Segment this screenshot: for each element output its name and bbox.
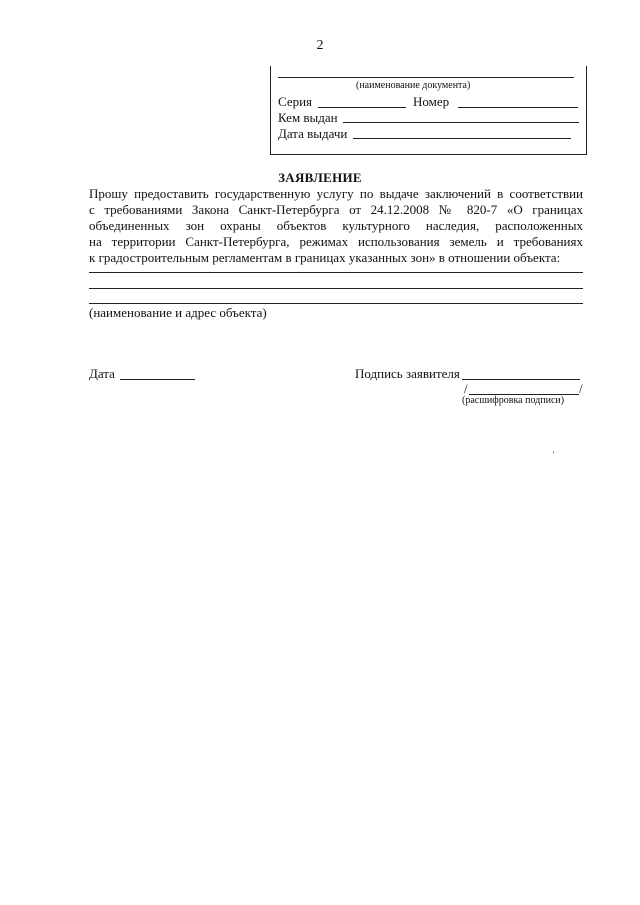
statement-line: объединенных зон охраны объектов культурного наследия, расположенных — [89, 218, 583, 233]
series-label: Серия — [278, 94, 313, 109]
document-name-line — [278, 77, 574, 78]
issue-date-label: Дата выдачи — [278, 126, 348, 141]
signature-label: Подпись заявителя — [355, 366, 460, 381]
object-field-line-3[interactable] — [89, 303, 583, 304]
decode-slash-left: / — [464, 381, 468, 396]
statement-line: с требованиями Закона Санкт-Петербурга от 24.12.2008 № 820-7 «О границах — [89, 202, 583, 217]
issued-by-field[interactable] — [343, 122, 579, 123]
statement-line: на территории Санкт-Петербурга, режимах использования земель и требованиях — [89, 234, 583, 249]
number-label: Номер — [413, 94, 450, 109]
series-field[interactable] — [318, 107, 406, 108]
statement-line: к градостроительным регламентам в границах указанных зон» в отношении объекта: — [89, 250, 561, 265]
number-field[interactable] — [458, 107, 578, 108]
object-field-line-2[interactable] — [89, 288, 583, 289]
signature-field[interactable] — [462, 379, 580, 380]
page-number: 2 — [316, 38, 324, 53]
statement-title: ЗАЯВЛЕНИЕ — [278, 170, 362, 185]
date-field[interactable] — [120, 379, 195, 380]
decode-caption: (расшифровка подписи) — [462, 395, 565, 406]
date-label: Дата — [89, 366, 115, 381]
statement-line: Прошу предоставить государственную услугу по выдаче заключений в соответствии — [89, 186, 583, 201]
object-field-line-1[interactable] — [89, 272, 583, 273]
object-caption: (наименование и адрес объекта) — [89, 305, 267, 320]
issue-date-field[interactable] — [353, 138, 571, 139]
document-name-caption: (наименование документа) — [356, 80, 471, 91]
issued-by-label: Кем выдан — [278, 110, 338, 125]
scan-speck — [553, 451, 554, 454]
decode-slash-right: / — [579, 381, 583, 396]
